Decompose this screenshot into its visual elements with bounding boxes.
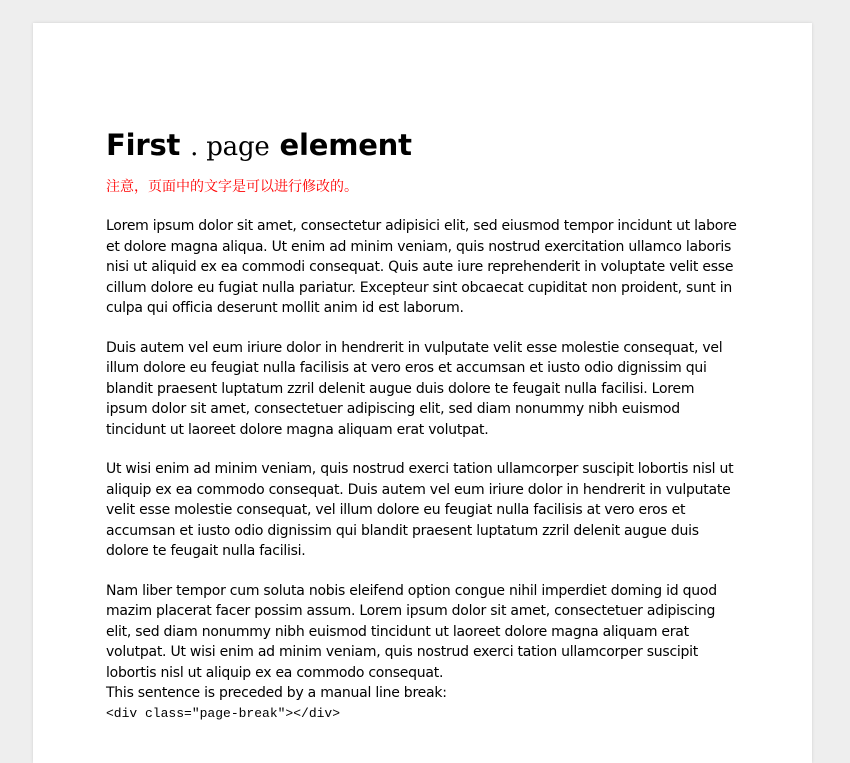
title-part-element: element (279, 128, 412, 162)
title-part-first: First (106, 128, 181, 162)
page-title[interactable] (106, 127, 738, 165)
paragraph-2[interactable]: Duis autem vel eum iriure dolor in hendrerit in vulputate velit esse molestie consequat, vel illum dolore eu feugiat nulla facilisis at vero eros et accumsan et iusto odio dignissim qui blandit praesent luptatum zzril delenit augue duis dolore te feugait nulla facilisi. Lorem ipsum dolor sit amet, consectetuer adipiscing elit, sed diam nonummy nibh euismod tincidunt ut laoreet dolore magna aliquam erat volutpat. (106, 339, 723, 438)
line-break-sentence[interactable]: This sentence is preceded by a manual line break: (106, 685, 447, 701)
page-break-code[interactable]: <div class="page-break"></div> (106, 705, 341, 721)
document-page (33, 23, 812, 763)
paragraph-1[interactable]: Lorem ipsum dolor sit amet, consectetur adipisici elit, sed eiusmod tempor incidunt ut labore et dolore magna aliqua. Ut enim ad minim veniam, quis nostrud exercitation ullamco laboris nisi ut aliquid ex ea commodi consequat. Quis aute iure reprehenderit in voluptate velit esse cillum dolore eu fugiat nulla pariatur. Excepteur sint obcaecat cupiditat non proident, sunt in culpa qui officia deserunt mollit anim id est laborum. (106, 218, 737, 316)
paragraph-4[interactable]: Nam liber tempor cum soluta nobis eleifend option congue nihil imperdiet doming id quod mazim placerat facer possim assum. Lorem ipsum dolor sit amet, consectetuer adipiscing elit, sed diam nonummy nibh euismod tincidunt ut laoreet dolore magna aliquam erat volutpat. Ut wisi enim ad minim veniam, quis nostrud exerci tation ullamcorper suscipit lobortis nisl ut aliquip ex ea commodo consequat. (106, 582, 717, 681)
title-part-page: . page (190, 132, 270, 162)
paragraph-3[interactable]: Ut wisi enim ad minim veniam, quis nostrud exerci tation ullamcorper suscipit lobortis nisl ut aliquip ex ea commodo consequat. Duis autem vel eum iriure dolor in hendrerit in vulputate velit esse molestie consequat, vel illum dolore eu feugiat nulla facilisis at vero eros et accumsan et iusto odio dignissim qui blandit praesent luptatum zzril delenit augue duis dolore te feugait nulla facilisi. (106, 461, 734, 559)
edit-notice[interactable]: 注意，页面中的文字是可以进行修改的。 (106, 179, 358, 195)
